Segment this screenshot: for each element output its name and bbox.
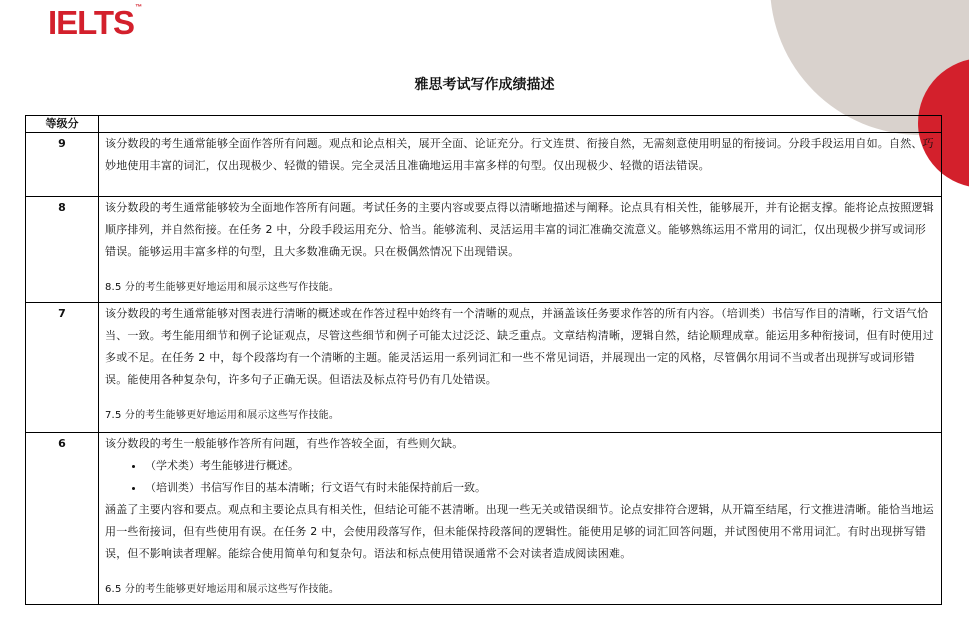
bullet-item: • （学术类）考生能够进行概述。	[145, 455, 935, 477]
description-text: 该分数段的考生通常能够较为全面地作答所有问题。考试任务的主要内容或要点得以清晰地描述与阐释。论点具有相关性，能够展开，并有论据支撑。能将论点按照逻辑顺序排列，并自然衔接。在任务 2 中，分段手段运用充分、恰当。能够流利、灵活运用丰富的词汇准确交流意义。能够熟练运用不常用的词汇，仅出现极少拼写或词形错误。能够运用丰富多样的句型，且大多数准确无误。只在极偶然情况下出现错误。	[105, 201, 934, 258]
description-intro: 该分数段的考生一般能够作答所有问题，有些作答较全面，有些则欠缺。	[105, 437, 464, 450]
band-score: 6	[26, 433, 99, 605]
band-description	[99, 197, 942, 303]
table-row	[26, 433, 942, 605]
band-score: 9	[26, 133, 99, 197]
table-row	[26, 303, 942, 433]
band-descriptor-table	[25, 115, 942, 605]
logo-trademark: ™	[135, 4, 143, 11]
bullet-item: • （培训类）书信写作目的基本清晰；行文语气有时未能保持前后一致。	[145, 477, 935, 499]
half-band-note: 7.5 分的考生能够更好地运用和展示这些写作技能。	[105, 410, 340, 421]
description-text: 涵盖了主要内容和要点。观点和主要论点具有相关性，但结论可能不甚清晰。出现一些无关或错误细节。论点安排符合逻辑，从开篇至结尾，行文推进清晰。能恰当地运用一些衔接词，但有些使用有误。在任务 2 中，会使用段落写作，但未能保持段落间的逻辑性。能使用足够的词汇回答问题，并试图使用不常用词汇。有时出现拼写错误，但不影响读者理解。能综合使用简单句和复杂句。语法和标点使用错误通常不会对读者造成阅读困难。	[105, 503, 934, 560]
header-band: 等级分	[26, 116, 99, 133]
table-header-row	[26, 116, 942, 133]
band-score: 8	[26, 197, 99, 303]
band-description	[99, 433, 942, 605]
page-title: 雅思考试写作成绩描述	[414, 77, 555, 93]
ielts-logo	[48, 4, 142, 42]
bullet-list	[105, 455, 935, 499]
header-description	[99, 116, 942, 133]
logo-text: IELTS	[48, 4, 135, 41]
band-description	[99, 133, 942, 197]
band-description	[99, 303, 942, 433]
half-band-note: 6.5 分的考生能够更好地运用和展示这些写作技能。	[105, 584, 340, 595]
description-text: 该分数段的考生通常能够全面作答所有问题。观点和论点相关，展开全面、论证充分。行文连贯、衔接自然，无需刻意使用明显的衔接词。分段手段运用自如。自然、巧妙地使用丰富的词汇，仅出现极少、轻微的错误。完全灵活且准确地运用丰富多样的句型。仅出现极少、轻微的语法错误。	[105, 137, 934, 172]
table-row	[26, 133, 942, 197]
band-score: 7	[26, 303, 99, 433]
half-band-note: 8.5 分的考生能够更好地运用和展示这些写作技能。	[105, 282, 340, 293]
description-text: 该分数段的考生通常能够对图表进行清晰的概述或在作答过程中始终有一个清晰的观点，并涵盖该任务要求作答的所有内容。（培训类）书信写作目的清晰，行文语气恰当、一致。考生能用细节和例子论证观点，尽管这些细节和例子可能太过泛泛、缺乏重点。文章结构清晰，逻辑自然，结论顺理成章。能运用多种衔接词，但有时使用过多或不足。在任务 2 中，每个段落均有一个清晰的主题。能灵活运用一系列词汇和一些不常见词语，并展现出一定的风格，尽管偶尔用词不当或者出现拼写或词形错误。能使用各种复杂句，许多句子正确无误。但语法及标点符号仍有几处错误。	[105, 307, 934, 386]
table-row	[26, 197, 942, 303]
